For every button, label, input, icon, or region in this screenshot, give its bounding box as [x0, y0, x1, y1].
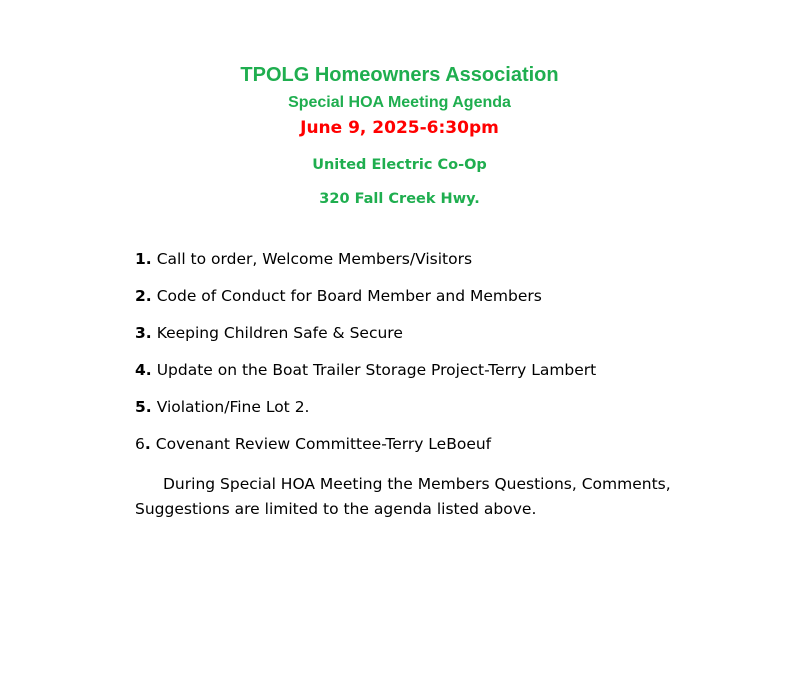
meeting-note: [135, 472, 675, 522]
agenda-item: [135, 250, 596, 287]
agenda-item-number: [135, 435, 151, 453]
agenda-item: [135, 435, 596, 472]
agenda-item-number-dot: .: [144, 435, 151, 453]
meeting-address: 320 Fall Creek Hwy.: [319, 191, 480, 207]
agenda-item-text: Update on the Boat Trailer Storage Project-Terry Lambert: [156, 361, 597, 379]
meeting-note-line-1: During Special HOA Meeting the Members Questions, Comments,: [163, 475, 671, 493]
agenda-item-number-digit: 6: [135, 435, 145, 453]
agenda-item-number: 1.: [135, 250, 152, 268]
meeting-title: Special HOA Meeting Agenda: [288, 94, 511, 111]
meeting-date-time: June 9, 2025-6:30pm: [300, 118, 499, 138]
agenda-item-text: Call to order, Welcome Members/Visitors: [156, 250, 473, 268]
agenda-item-text: Violation/Fine Lot 2.: [156, 398, 310, 416]
agenda-item-number: 2.: [135, 287, 152, 305]
agenda-item: [135, 287, 596, 324]
organization-name: TPOLG Homeowners Association: [240, 64, 559, 86]
agenda-item-text: Keeping Children Safe & Secure: [156, 324, 403, 342]
agenda-item-text: Code of Conduct for Board Member and Members: [156, 287, 542, 305]
agenda-item-number: 4.: [135, 361, 152, 379]
agenda-item-text: Covenant Review Committee-Terry LeBoeuf: [155, 435, 492, 453]
meeting-venue: United Electric Co-Op: [312, 157, 487, 173]
agenda-item: [135, 361, 596, 398]
agenda-item: [135, 324, 596, 361]
meeting-note-line-2: Suggestions are limited to the agenda listed above.: [135, 500, 537, 518]
agenda-list: [135, 250, 596, 472]
agenda-item-number: 5.: [135, 398, 152, 416]
agenda-item: [135, 398, 596, 435]
agenda-item-number: 3.: [135, 324, 152, 342]
